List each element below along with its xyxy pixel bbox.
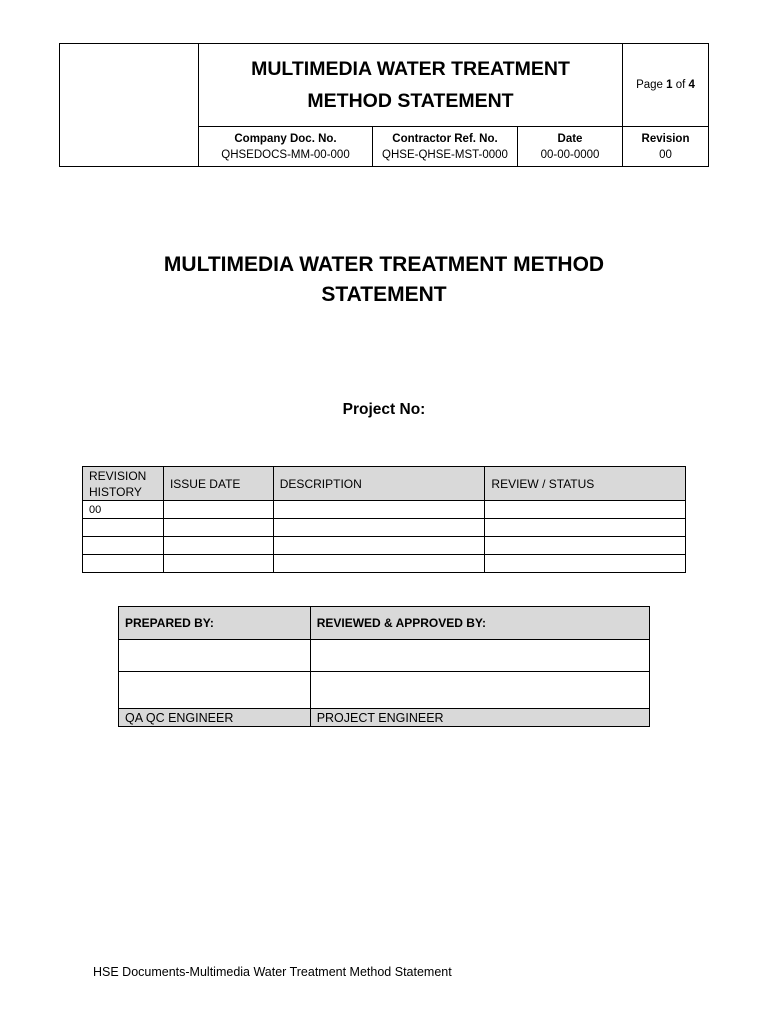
table-cell — [83, 537, 164, 555]
page-indicator — [623, 44, 708, 127]
company-doc-no-value: QHSEDOCS-MM-00-000 — [221, 148, 350, 161]
header-title-line2: METHOD STATEMENT — [307, 90, 514, 112]
table-row — [83, 537, 686, 555]
table-cell — [273, 537, 485, 555]
table-header-row — [83, 467, 686, 501]
table-cell — [163, 519, 273, 537]
date-label: Date — [557, 132, 583, 145]
column-header: DESCRIPTION — [273, 467, 485, 501]
column-header: REVIEW / STATUS — [485, 467, 686, 501]
approval-table — [118, 606, 650, 727]
revision — [623, 127, 708, 166]
table-row — [83, 501, 686, 519]
table-cell — [273, 519, 485, 537]
logo-cell — [60, 44, 199, 166]
table-row — [83, 555, 686, 573]
table-cell — [83, 519, 164, 537]
table-row — [83, 519, 686, 537]
signature-row — [119, 672, 650, 709]
prepared-by-role: QA QC ENGINEER — [119, 709, 311, 727]
header-title — [199, 44, 623, 127]
table-cell — [485, 519, 686, 537]
table-cell — [485, 537, 686, 555]
table-cell — [163, 537, 273, 555]
role-row — [119, 709, 650, 727]
revision-label: Revision — [641, 132, 690, 145]
name-row — [119, 640, 650, 672]
contractor-ref-no — [373, 127, 518, 166]
table-cell — [83, 555, 164, 573]
project-number-label: Project No: — [342, 401, 426, 418]
table-cell: 00 — [83, 501, 164, 519]
column-header: REVISION HISTORY — [83, 467, 164, 501]
reviewed-by-label: REVIEWED & APPROVED BY: — [310, 607, 649, 640]
prepared-by-name-field — [119, 640, 311, 672]
document-title-line2: STATEMENT — [321, 283, 447, 306]
table-cell — [163, 501, 273, 519]
contractor-ref-no-label: Contractor Ref. No. — [392, 132, 498, 145]
company-doc-no — [199, 127, 373, 166]
reviewed-by-role: PROJECT ENGINEER — [310, 709, 649, 727]
page-current: 1 — [666, 79, 673, 91]
reviewed-by-signature-field — [310, 672, 649, 709]
date-value: 00-00-0000 — [540, 148, 600, 161]
document-header — [59, 43, 709, 167]
document-title — [0, 250, 768, 310]
contractor-ref-no-value: QHSE-QHSE-MST-0000 — [382, 148, 508, 161]
page-of: of — [675, 79, 686, 91]
column-header: ISSUE DATE — [163, 467, 273, 501]
company-doc-no-label: Company Doc. No. — [234, 132, 337, 145]
table-cell — [273, 555, 485, 573]
prepared-by-label: PREPARED BY: — [119, 607, 311, 640]
table-cell — [485, 501, 686, 519]
table-cell — [485, 555, 686, 573]
date — [518, 127, 623, 166]
revision-value: 00 — [659, 148, 672, 161]
table-cell — [273, 501, 485, 519]
reviewed-by-name-field — [310, 640, 649, 672]
page-footer: HSE Documents-Multimedia Water Treatment Method Statement — [93, 965, 452, 979]
page-total: 4 — [688, 79, 695, 91]
page-prefix: Page — [636, 79, 663, 91]
revision-history-table — [82, 466, 686, 573]
table-cell — [163, 555, 273, 573]
document-title-line1: MULTIMEDIA WATER TREATMENT METHOD — [163, 253, 605, 276]
approval-header-row — [119, 607, 650, 640]
header-title-line1: MULTIMEDIA WATER TREATMENT — [251, 58, 570, 80]
prepared-by-signature-field — [119, 672, 311, 709]
